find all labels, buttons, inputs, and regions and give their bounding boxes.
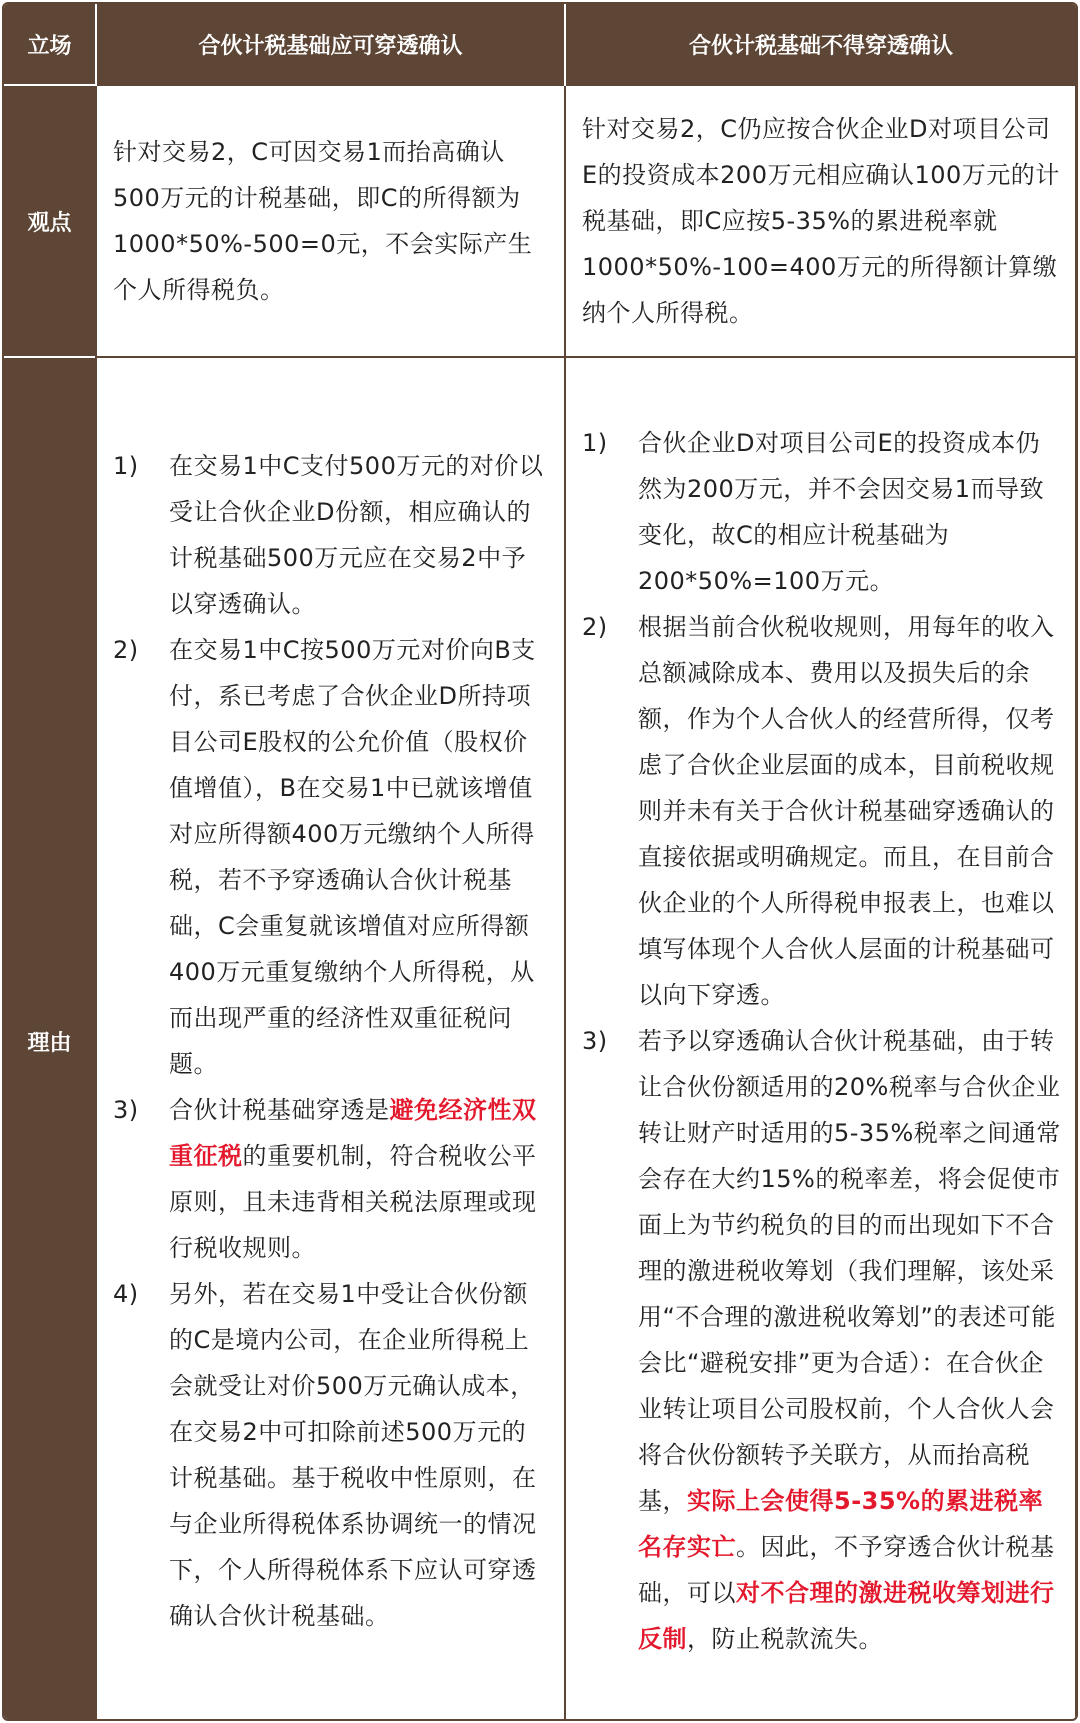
item-number: 3)	[582, 1026, 608, 1055]
list-item	[582, 1018, 1061, 1662]
highlight-text: 对不合理的激进税收筹划进行反制	[638, 1578, 1055, 1653]
view-left-text: 针对交易2，C可因交易1而抬高确认500万元的计税基础，即C的所得额为1000*50%-500=0元，不会实际产生个人所得税负。	[113, 138, 533, 304]
view-right-text: 针对交易2，C仍应按合伙企业D对项目公司E的投资成本200万元相应确认100万元的计税基础，即C应按5-35%的累进税率就1000*50%-100=400万元的所得额计算缴纳个人所得税。	[582, 115, 1060, 327]
highlight-text: 实际上会使得5-35%的累进税率名存实亡	[638, 1486, 1044, 1561]
row-label-reason: 理由	[4, 357, 96, 1721]
view-left-cell	[96, 85, 565, 357]
item-number: 3)	[113, 1095, 139, 1124]
item-number: 4)	[113, 1279, 139, 1308]
item-text	[638, 1018, 1061, 1662]
item-text-part: 。因此，不予穿透合伙计税基础，可以	[638, 1532, 1055, 1607]
comparison-table	[4, 4, 1077, 1721]
reason-row	[4, 357, 1076, 1721]
list-item	[582, 604, 1061, 1018]
item-text: 另外，若在交易1中受让合伙份额的C是境内公司，在企业所得税上会就受让对价500万元确认成本，在交易2中可扣除前述500万元的计税基础。基于税收中性原则，在与企业所得税体系协调统一的情况下，个人所得税体系下应认可穿透确认合伙计税基础。	[169, 1279, 537, 1630]
item-text	[169, 1087, 550, 1271]
reason-left-cell	[96, 357, 565, 1721]
item-text-part: 若予以穿透确认合伙计税基础，由于转让合伙份额适用的20%税率与合伙企业转让财产时适用的5-35%税率之间通常会存在大约15%的税率差，将会促使市面上为节约税负的目的而出现如下不合理的激进税收筹划（我们理解，该处采用“不合理的激进税收筹划”的表述可能会比“避税安排”更为合适）：在合伙企业转让项目公司股权前，个人合伙人会将合伙份额转予关联方，从而抬高税基，	[638, 1026, 1061, 1515]
item-text-part: ，防止税款流失。	[687, 1624, 883, 1653]
header-cannot-penetrate: 合伙计税基础不得穿透确认	[565, 4, 1076, 85]
list-item	[113, 1087, 550, 1271]
item-text-part: 合伙计税基础穿透是	[169, 1095, 390, 1124]
item-text: 在交易1中C按500万元对价向B支付，系已考虑了合伙企业D所持项目公司E股权的公允价值（股权价值增值），B在交易1中已就该增值对应所得额400万元缴纳个人所得税，若不予穿透确认合伙计税基础，C会重复就该增值对应所得额400万元重复缴纳个人所得税，从而出现严重的经济性双重征税问题。	[169, 635, 536, 1078]
item-number: 1)	[582, 428, 608, 457]
header-stance: 立场	[4, 4, 96, 85]
row-label-view: 观点	[4, 85, 96, 357]
item-text: 在交易1中C支付500万元的对价以受让合伙企业D份额，相应确认的计税基础500万元应在交易2中予以穿透确认。	[169, 451, 544, 618]
item-text-part: 的重要机制，符合税收公平原则，且未违背相关税法原理或现行税收规则。	[169, 1141, 537, 1262]
list-item	[582, 420, 1061, 604]
item-text: 合伙企业D对项目公司E的投资成本仍然为200万元，并不会因交易1而导致变化，故C的相应计税基础为200*50%=100万元。	[638, 428, 1045, 595]
view-row	[4, 85, 1076, 357]
highlight-text: 避免经济性双重征税	[169, 1095, 537, 1170]
reason-right-list	[582, 420, 1061, 1662]
header-row	[4, 4, 1076, 85]
reason-left-list	[113, 443, 550, 1639]
list-item	[113, 443, 550, 627]
view-right-cell	[565, 85, 1076, 357]
comparison-table-container	[2, 2, 1078, 1721]
item-number: 1)	[113, 451, 139, 480]
reason-right-cell	[565, 357, 1076, 1721]
item-number: 2)	[113, 635, 139, 664]
item-number: 2)	[582, 612, 608, 641]
list-item	[113, 627, 550, 1087]
header-can-penetrate: 合伙计税基础应可穿透确认	[96, 4, 565, 85]
list-item	[113, 1271, 550, 1639]
item-text: 根据当前合伙税收规则，用每年的收入总额减除成本、费用以及损失后的余额，作为个人合伙人的经营所得，仅考虑了合伙企业层面的成本，目前税收规则并未有关于合伙计税基础穿透确认的直接依据或明确规定。而且，在目前合伙企业的个人所得税申报表上，也难以填写体现个人合伙人层面的计税基础可以向下穿透。	[638, 612, 1055, 1009]
